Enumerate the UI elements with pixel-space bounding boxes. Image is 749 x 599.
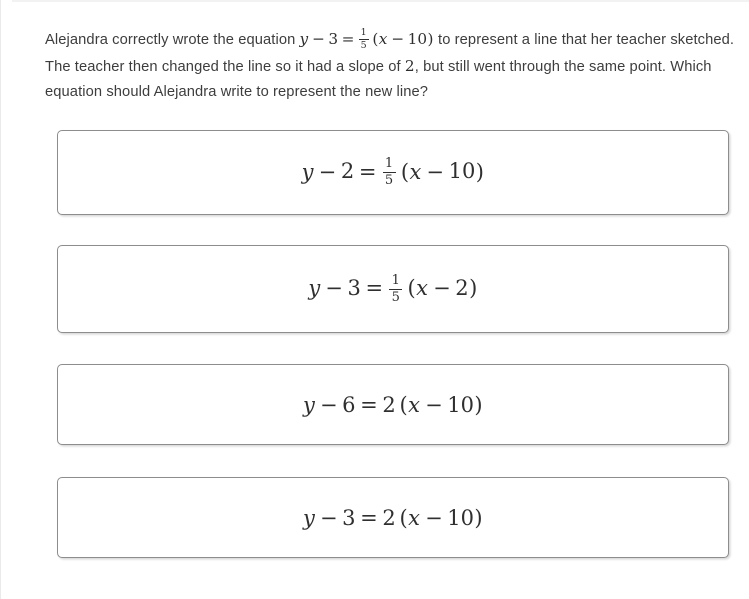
choice-0-slope-numerator: 1 [384, 156, 394, 172]
choice-0-equals: = [358, 159, 377, 184]
choice-2-rhs-constant: 10 [447, 392, 475, 417]
choice-3-rhs-variable: x [408, 505, 420, 530]
choice-2-slope: 2 [382, 392, 396, 417]
answer-choice-0[interactable] [57, 130, 729, 215]
choice-3-minus-2: − [425, 505, 443, 530]
choice-2-close-paren: ) [474, 392, 483, 417]
choice-0-slope-denominator: 5 [384, 173, 394, 188]
choice-1-lhs-constant: 3 [347, 276, 361, 301]
choice-2-minus-2: − [425, 392, 443, 417]
question-text-part-1: Alejandra correctly wrote the equation [45, 32, 300, 48]
choice-2-lhs-variable: y [302, 392, 315, 417]
choice-0-close-paren: ) [475, 159, 484, 184]
choice-0-minus-1: − [318, 159, 337, 184]
choice-0-minus-2: − [426, 159, 444, 184]
inline-eq-rhs-variable: x [378, 30, 388, 48]
choice-1-slope-numerator: 1 [391, 272, 400, 288]
answer-choice-2[interactable] [57, 364, 729, 445]
choice-1-open-paren: ( [407, 276, 416, 301]
choice-0-lhs-variable: y [301, 159, 314, 184]
choice-3-open-paren: ( [399, 505, 408, 530]
inline-eq-minus-2: − [391, 30, 405, 48]
choice-1-rhs-constant: 2 [455, 276, 469, 301]
answer-choice-0-equation [302, 157, 485, 187]
answer-choice-3-equation [303, 506, 483, 530]
inline-eq-slope-numerator: 1 [360, 27, 367, 39]
question-inline-equation [299, 27, 434, 51]
choice-1-slope-denominator: 5 [391, 289, 400, 305]
choice-1-minus-1: − [325, 276, 343, 301]
choice-1-slope-fraction [389, 274, 402, 304]
choice-3-equals: = [360, 505, 378, 530]
answer-choice-3[interactable] [57, 477, 729, 558]
question-text-part-3: , but still went through the same point. Which equation should Alejandra write to represent the new line? [45, 58, 712, 100]
inline-eq-lhs-constant: 3 [328, 30, 339, 48]
inline-eq-open-paren: ( [372, 30, 379, 48]
choice-0-rhs-variable: x [409, 159, 422, 184]
choice-1-lhs-variable: y [308, 276, 321, 301]
question-inline-slope [405, 57, 415, 75]
choice-3-lhs-variable: y [302, 505, 315, 530]
inline-eq-equals: = [341, 30, 355, 48]
answer-choice-2-equation [303, 393, 483, 417]
question-text-part-2: to represent a line that her teacher sketched. The teacher then changed the line so it had a slope of [45, 32, 735, 75]
choice-1-minus-2: − [433, 276, 451, 301]
choice-2-rhs-variable: x [408, 392, 420, 417]
inline-eq-minus-1: − [312, 30, 326, 48]
question-prompt [45, 27, 745, 106]
choice-1-equals: = [365, 276, 384, 301]
inline-slope-value: 2 [404, 56, 415, 75]
choice-2-minus-1: − [319, 392, 338, 417]
choice-0-lhs-constant: 2 [340, 159, 355, 184]
choice-2-open-paren: ( [399, 392, 408, 417]
inline-eq-slope-denominator: 5 [360, 39, 367, 51]
inline-eq-close-paren: ) [427, 30, 434, 48]
choice-0-open-paren: ( [400, 159, 410, 184]
page-top-rule [12, 0, 749, 2]
choice-2-equals: = [360, 392, 378, 417]
choice-3-slope: 2 [382, 505, 396, 530]
choice-3-lhs-constant: 3 [342, 505, 356, 530]
choice-3-rhs-constant: 10 [447, 505, 475, 530]
choice-1-close-paren: ) [469, 276, 478, 301]
inline-eq-rhs-constant: 10 [407, 30, 428, 48]
choice-3-minus-1: − [319, 505, 338, 530]
choice-3-close-paren: ) [474, 505, 483, 530]
choice-0-slope-fraction [383, 157, 396, 187]
answer-choice-1-equation [308, 274, 477, 304]
inline-eq-lhs-variable: y [299, 30, 309, 48]
choice-2-lhs-constant: 6 [342, 392, 356, 417]
answer-choice-1[interactable] [57, 245, 729, 333]
choice-0-rhs-constant: 10 [448, 159, 476, 184]
choice-1-rhs-variable: x [416, 276, 428, 301]
inline-eq-slope-fraction [359, 28, 369, 51]
